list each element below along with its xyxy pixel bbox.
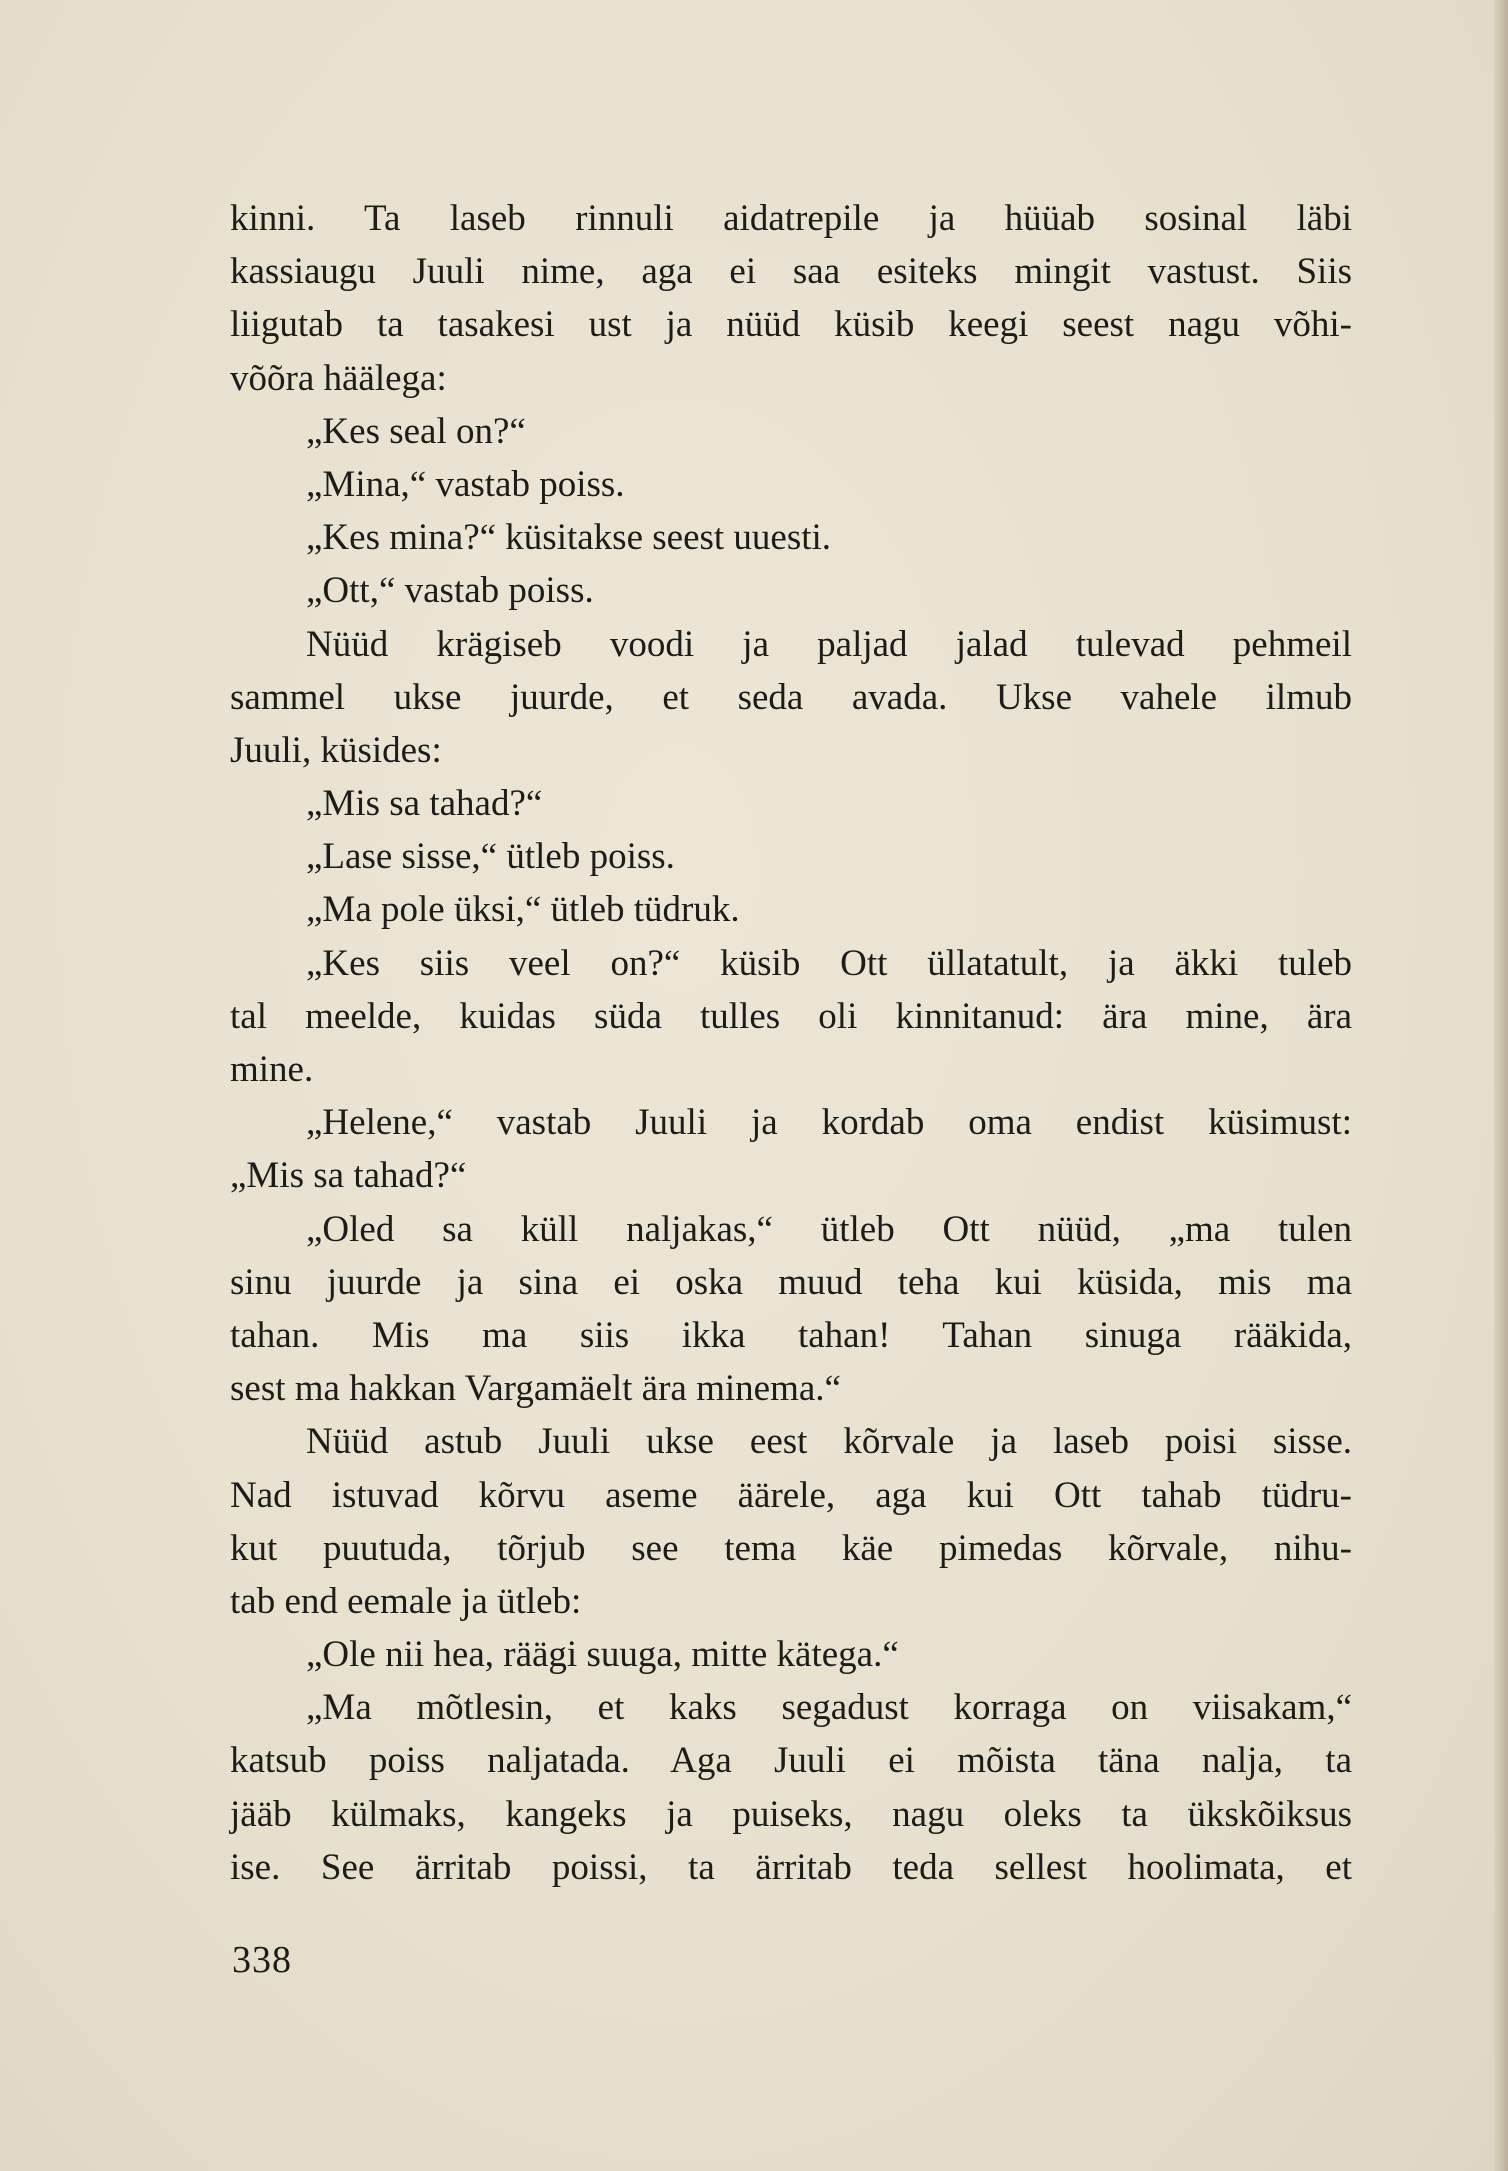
text-line: sinu juurde ja sina ei oska muud teha kui küsida, mis ma: [230, 1261, 1352, 1303]
text-line: Juuli, küsides:: [230, 729, 442, 771]
text-line: „Ma mõtlesin, et kaks segadust korraga on viisakam,“: [306, 1687, 1352, 1729]
text-line: ise. See ärritab poissi, ta ärritab teda sellest hoolimata, et: [230, 1846, 1352, 1888]
text-line: „Ma pole üksi,“ ütleb tüdruk.: [306, 889, 740, 931]
body-text: [230, 192, 1352, 1894]
text-line: „Ott,“ vastab poiss.: [306, 570, 594, 612]
text-line: „Oled sa küll naljakas,“ ütleb Ott nüüd, „ma tulen: [306, 1208, 1352, 1250]
text-line: mine.: [230, 1049, 314, 1090]
text-line: „Ole nii hea, räägi suuga, mitte kätega.“: [306, 1634, 899, 1676]
text-line: „Kes mina?“ küsitakse seest uuesti.: [306, 517, 832, 559]
text-line: võõra häälega:: [230, 357, 447, 399]
text-line: liigutab ta tasakesi ust ja nüüd küsib keegi seest nagu võhi-: [230, 304, 1352, 346]
text-line: „Helene,“ vastab Juuli ja kordab oma endist küsimust:: [306, 1102, 1352, 1144]
text-line: kinni. Ta laseb rinnuli aidatrepile ja hüüab sosinal läbi: [230, 198, 1352, 239]
text-line: jääb külmaks, kangeks ja puiseks, nagu oleks ta ükskõiksus: [230, 1793, 1352, 1835]
text-line: „Mis sa tahad?“: [230, 1155, 467, 1197]
text-line: kut puutuda, tõrjub see tema käe pimedas kõrvale, nihu-: [230, 1527, 1352, 1569]
text-line: sammel ukse juurde, et seda avada. Ukse vahele ilmub: [230, 676, 1352, 718]
text-line: Nüüd krägiseb voodi ja paljad jalad tulevad pehmeil: [306, 623, 1352, 665]
text-line: Nüüd astub Juuli ukse eest kõrvale ja laseb poisi sisse.: [306, 1421, 1352, 1463]
text-line: kassiaugu Juuli nime, aga ei saa esiteks mingit vastust. Siis: [230, 251, 1352, 293]
text-line: tahan. Mis ma siis ikka tahan! Tahan sinuga rääkida,: [230, 1314, 1352, 1356]
text-line: „Kes siis veel on?“ küsib Ott üllatatult, ja äkki tuleb: [306, 942, 1352, 984]
text-line: „Mis sa tahad?“: [306, 783, 543, 825]
text-line: „Kes seal on?“: [306, 410, 526, 452]
text-line: sest ma hakkan Vargamäelt ära minema.“: [230, 1368, 841, 1410]
text-line: katsub poiss naljatada. Aga Juuli ei mõista täna nalja, ta: [230, 1740, 1352, 1782]
text-line: Nad istuvad kõrvu aseme äärele, aga kui Ott tahab tüdru-: [230, 1474, 1352, 1516]
text-line: „Lase sisse,“ ütleb poiss.: [306, 836, 675, 878]
page-number: 338: [232, 1939, 292, 1981]
text-line: tal meelde, kuidas süda tulles oli kinnitanud: ära mine, ära: [230, 995, 1352, 1037]
text-line: tab end eemale ja ütleb:: [230, 1580, 582, 1622]
text-line: „Mina,“ vastab poiss.: [306, 463, 625, 505]
page-edge: [1494, 0, 1508, 2171]
